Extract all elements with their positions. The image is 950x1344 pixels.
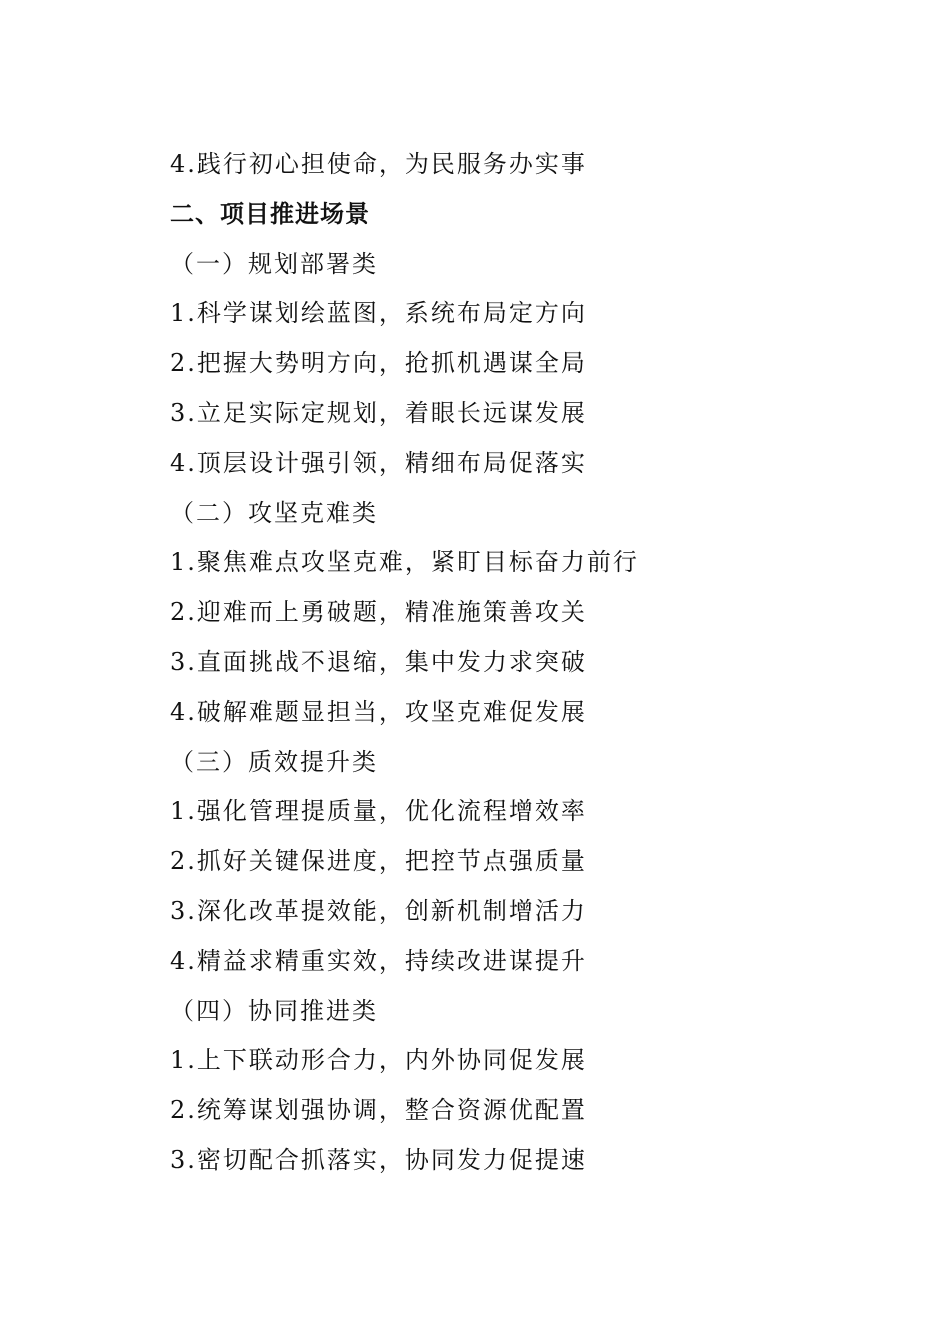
list-item: 1.科学谋划绘蓝图，系统布局定方向 [170, 299, 587, 328]
list-item: 2.抓好关键保进度，把控节点强质量 [170, 847, 587, 876]
section-heading: 二、项目推进场景 [170, 199, 370, 228]
list-item: 4.顶层设计强引领，精细布局促落实 [170, 448, 587, 477]
list-item: 2.把握大势明方向，抢抓机遇谋全局 [170, 349, 587, 378]
subsection-heading: （一）规划部署类 [170, 249, 378, 278]
subsection-heading: （三）质效提升类 [170, 747, 378, 776]
list-item: 2.迎难而上勇破题，精准施策善攻关 [170, 598, 587, 627]
list-item: 3.深化改革提效能，创新机制增活力 [170, 896, 587, 925]
list-item: 3.直面挑战不退缩，集中发力求突破 [170, 647, 587, 676]
list-item: 3.密切配合抓落实，协同发力促提速 [170, 1145, 587, 1174]
list-item: 2.统筹谋划强协调，整合资源优配置 [170, 1096, 587, 1125]
subsection-heading: （二）攻坚克难类 [170, 498, 378, 527]
list-item: 4.践行初心担使命，为民服务办实事 [170, 150, 587, 178]
document-body [170, 140, 870, 1186]
list-item: 3.立足实际定规划，着眼长远谋发展 [170, 398, 587, 427]
list-item: 1.上下联动形合力，内外协同促发展 [170, 1046, 587, 1075]
list-item: 4.破解难题显担当，攻坚克难促发展 [170, 697, 587, 726]
list-item: 1.强化管理提质量，优化流程增效率 [170, 797, 587, 826]
list-item: 4.精益求精重实效，持续改进谋提升 [170, 946, 587, 975]
subsection-heading: （四）协同推进类 [170, 996, 378, 1025]
list-item: 1.聚焦难点攻坚克难，紧盯目标奋力前行 [170, 548, 639, 577]
